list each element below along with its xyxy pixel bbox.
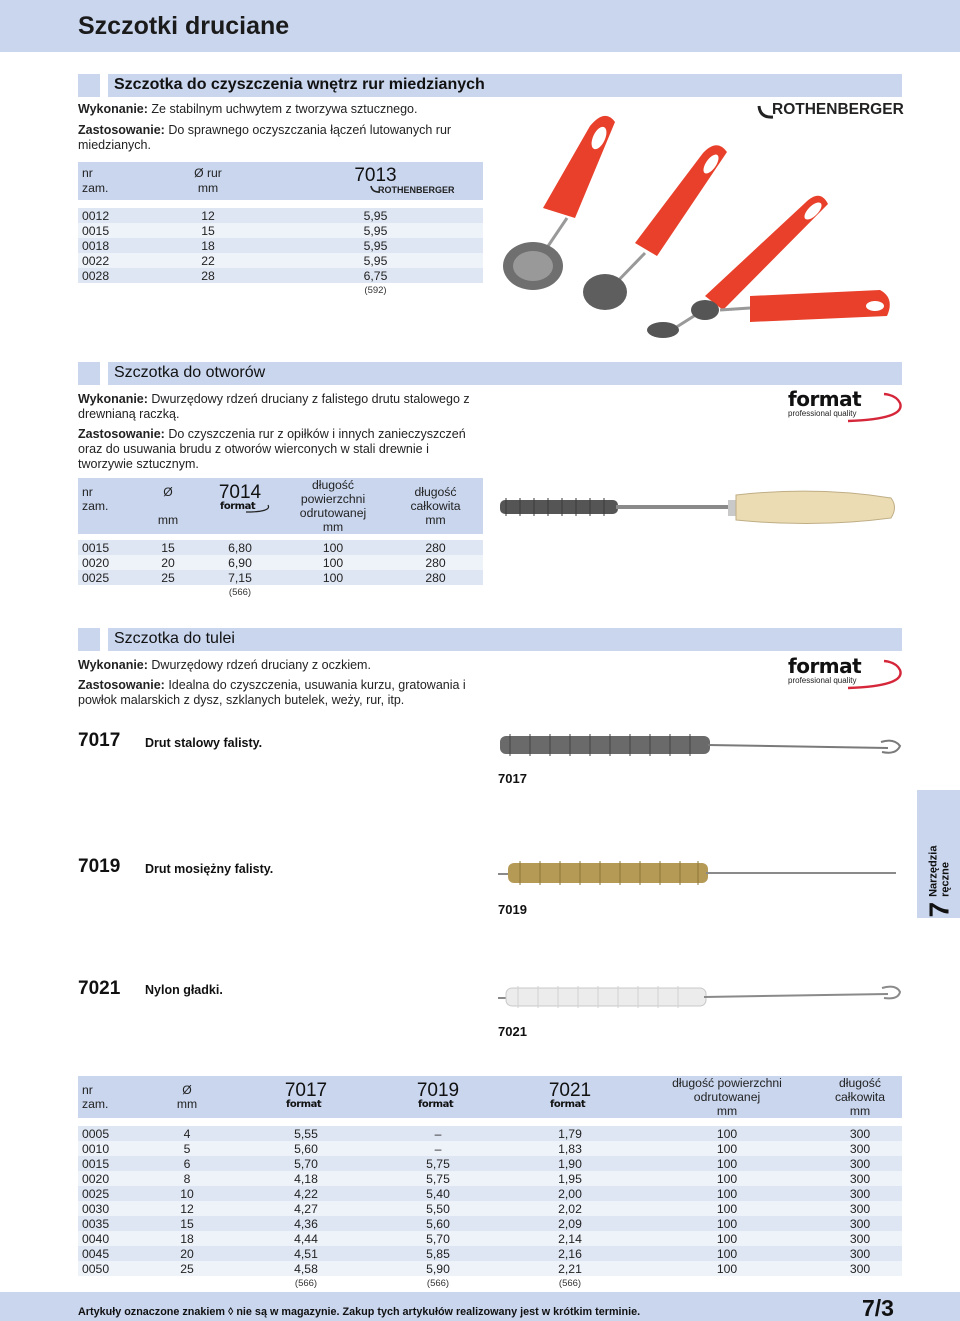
cell-dia: 4 [183, 1126, 191, 1141]
cell-working-length: 100 [716, 1261, 738, 1276]
cell-nr: 0022 [82, 253, 110, 268]
cell-price-7019: 5,75 [426, 1171, 450, 1186]
format-small-logo [376, 1100, 500, 1112]
col-header-mm: mm [849, 1104, 871, 1118]
label-execution: Wykonanie: [78, 658, 148, 672]
product-number-7017: 7017 [284, 1080, 328, 1101]
page-number: 7/3 [862, 1295, 894, 1321]
cell-price-7019: – [434, 1141, 442, 1156]
cell-dia: 25 [161, 570, 175, 585]
col-header-diameter: Ø rur [194, 166, 222, 180]
format-logo [788, 387, 906, 425]
cell-price-7021: 1,79 [558, 1126, 582, 1141]
col-header-mm: mm [322, 520, 344, 534]
cell-total-length: 300 [849, 1216, 871, 1231]
table-7017-7019-7021 [78, 1076, 902, 1290]
copper-tube-brushes-image [495, 108, 905, 338]
cell-nr: 0020 [82, 1171, 110, 1186]
cell-price: 6,75 [363, 268, 388, 283]
chapter-number: 7 [923, 901, 955, 918]
cell-price-7019: 5,60 [426, 1216, 450, 1231]
execution-text: Ze stabilnym uchwytem z tworzywa sztucznego. [151, 102, 418, 116]
format-logo [788, 654, 906, 692]
cell-price-7019: 5,90 [426, 1261, 450, 1276]
cell-nr: 0005 [82, 1126, 110, 1141]
cell-working-length: 100 [716, 1126, 738, 1141]
col-header-working-length-2: odrutowanej [299, 506, 367, 520]
cell-nr: 0030 [82, 1201, 110, 1216]
col-header-nr: nr [82, 1083, 93, 1097]
table-row [78, 208, 483, 223]
section3-description [78, 658, 473, 708]
format-wordmark: format [788, 654, 862, 678]
cell-working-length: 100 [322, 555, 344, 570]
table-row [78, 268, 483, 283]
cell-price-7017: 4,27 [294, 1201, 318, 1216]
table-row [78, 223, 483, 238]
cell-dia: 15 [180, 1216, 194, 1231]
table-row [78, 1171, 902, 1186]
format-small-logo [244, 1100, 368, 1112]
cell-dia: 12 [180, 1201, 194, 1216]
cell-total-length: 300 [849, 1246, 871, 1261]
col-header-mm: mm [425, 513, 446, 527]
cell-total-length: 300 [849, 1171, 871, 1186]
cell-price-7021: 2,02 [558, 1201, 582, 1216]
application-text: Do sprawnego oczyszczania łączeń lutowanych rur miedzianych. [78, 123, 452, 152]
cell-nr: 0045 [82, 1246, 110, 1261]
col-header-diameter: Ø [182, 1083, 192, 1097]
format-small-wordmark: format [550, 1099, 586, 1110]
cell-price-7017: 4,51 [294, 1246, 318, 1261]
cell-nr: 0025 [82, 570, 110, 585]
cell-working-length: 100 [716, 1171, 738, 1186]
cell-total-length: 280 [425, 555, 446, 570]
execution-text: Dwurzędowy rdzeń druciany z falistego drutu stalowego z drewnianą raczką. [78, 392, 470, 421]
variant-code-7021: 7021 [78, 978, 121, 999]
section-title: Szczotka do czyszczenia wnętrz rur miedzianych [114, 76, 485, 93]
cell-price-7019: 5,75 [426, 1156, 450, 1171]
table-row [78, 555, 483, 570]
col-header-zam: zam. [82, 1097, 109, 1111]
table-body [78, 1126, 902, 1276]
cell-price-7017: 5,55 [294, 1126, 318, 1141]
col-header-total-length: długość całkowita [834, 1076, 886, 1104]
format-small-wordmark: format [286, 1099, 322, 1110]
col-header-nr: nr [82, 166, 93, 180]
section2-description [78, 392, 473, 472]
table-row [78, 1126, 902, 1141]
format-tagline: professional quality [788, 676, 857, 685]
label-application: Zastosowanie: [78, 427, 165, 441]
col-header-total-length-2: całkowita [410, 499, 461, 513]
price-group-code: (566) [558, 1277, 582, 1289]
table-row [78, 570, 483, 585]
execution-text: Dwurzędowy rdzeń druciany z oczkiem. [151, 658, 371, 672]
table-row [78, 1216, 902, 1231]
cell-total-length: 300 [849, 1231, 871, 1246]
cell-price-7017: 4,58 [294, 1261, 318, 1276]
variant-desc-7021: Nylon gładki. [145, 983, 223, 997]
col-header-mm: mm [157, 513, 179, 527]
cell-price-7017: 5,70 [294, 1156, 318, 1171]
cell-nr: 0015 [82, 1156, 110, 1171]
table-row [78, 540, 483, 555]
product-number-7019: 7019 [416, 1080, 460, 1101]
cell-price-7021: 1,90 [558, 1156, 582, 1171]
cell-total-length: 300 [849, 1156, 871, 1171]
table-row [78, 1231, 902, 1246]
caption-7021: 7021 [498, 1024, 527, 1039]
variant-code-7017: 7017 [78, 730, 121, 751]
chapter-name-line1: Narzędzia [927, 845, 940, 897]
cell-total-length: 300 [849, 1186, 871, 1201]
caption-7019: 7019 [498, 902, 527, 917]
side-tab-label [925, 793, 955, 918]
steel-brush-image [496, 728, 906, 764]
cell-dia: 28 [201, 268, 215, 283]
cell-price-7019: 5,85 [426, 1246, 450, 1261]
application-text: Do czyszczenia rur z opiłków i innych zanieczyszczeń oraz do usuwania brudu z otworów wierconych w stali drewnie i tworzywie sztucznym. [78, 427, 466, 471]
format-wordmark: format [788, 387, 862, 411]
cell-dia: 18 [180, 1231, 194, 1246]
brush-1 [503, 116, 615, 290]
section-header-copper-tube-brush [78, 74, 902, 97]
table-row [78, 1246, 902, 1261]
caption-7017: 7017 [498, 771, 527, 786]
cell-price: 5,95 [363, 223, 388, 238]
cell-price-7021: 2,14 [558, 1231, 582, 1246]
cell-nr: 0018 [82, 238, 110, 253]
cell-price: 7,15 [228, 570, 252, 585]
cell-working-length: 100 [716, 1186, 738, 1201]
cell-price-7019: 5,50 [426, 1201, 450, 1216]
cell-price-7021: 1,83 [558, 1141, 582, 1156]
cell-working-length: 100 [716, 1156, 738, 1171]
cell-working-length: 100 [716, 1201, 738, 1216]
cell-working-length: 100 [322, 570, 344, 585]
cell-working-length: 100 [716, 1231, 738, 1246]
cell-price-7017: 4,44 [294, 1231, 318, 1246]
cell-dia: 15 [161, 540, 175, 555]
table-row [78, 1201, 902, 1216]
product-number-7014: 7014 [218, 482, 262, 503]
col-header-diameter: Ø [163, 485, 173, 499]
page-title: Szczotki druciane [78, 12, 290, 40]
cell-nr: 0050 [82, 1261, 110, 1276]
cell-nr: 0010 [82, 1141, 110, 1156]
cell-price: 6,90 [228, 555, 252, 570]
format-tagline: professional quality [788, 409, 857, 418]
format-small-logo [508, 1100, 632, 1112]
col-header-zam: zam. [82, 499, 109, 513]
cell-price-7017: 5,60 [294, 1141, 318, 1156]
cell-nr: 0015 [82, 223, 110, 238]
table-row [78, 238, 483, 253]
nylon-brush-image [496, 980, 906, 1016]
col-header-zam: zam. [82, 181, 109, 195]
cell-total-length: 300 [849, 1261, 871, 1276]
price-group-code: (566) [228, 586, 252, 598]
format-small-wordmark: format [220, 501, 256, 512]
cell-price: 5,95 [363, 253, 388, 268]
cell-nr: 0040 [82, 1231, 110, 1246]
cell-dia: 10 [180, 1186, 194, 1201]
format-small-logo [206, 502, 274, 514]
section-title: Szczotka do otworów [114, 364, 266, 381]
product-number-7021: 7021 [548, 1080, 592, 1101]
cell-total-length: 300 [849, 1201, 871, 1216]
format-swoosh-icon [788, 391, 906, 425]
brass-brush-image [496, 856, 906, 892]
col-header-working-length: długość powierzchni [300, 478, 366, 506]
label-application: Zastosowanie: [78, 123, 165, 137]
cell-dia: 15 [201, 223, 215, 238]
section-header-hole-brush [78, 362, 902, 385]
col-header-working-length: długość powierzchni odrutowanej [672, 1076, 782, 1104]
cell-price-7019: 5,40 [426, 1186, 450, 1201]
table-row [78, 1141, 902, 1156]
brush-2 [583, 145, 727, 310]
cell-dia: 25 [180, 1261, 194, 1276]
section1-description [78, 102, 478, 153]
table-row [78, 1186, 902, 1201]
cell-dia: 22 [201, 253, 215, 268]
cell-nr: 0015 [82, 540, 110, 555]
cell-working-length: 100 [716, 1216, 738, 1231]
format-swoosh-icon [216, 502, 276, 514]
col-header-nr: nr [82, 485, 93, 499]
application-text: Idealna do czyszczenia, usuwania kurzu, gratowania i powłok malarskich z dysz, szklanych butelek, weży, rur, itp. [78, 678, 466, 707]
label-execution: Wykonanie: [78, 392, 148, 406]
cell-total-length: 300 [849, 1126, 871, 1141]
cell-price-7021: 2,16 [558, 1246, 582, 1261]
cell-price-7019: 5,70 [426, 1231, 450, 1246]
price-group-code: (592) [364, 284, 387, 296]
format-swoosh-icon [788, 658, 906, 692]
cell-price-7019: – [434, 1126, 442, 1141]
label-application: Zastosowanie: [78, 678, 165, 692]
cell-dia: 8 [183, 1171, 191, 1186]
hole-brush-image [496, 480, 906, 540]
rothenberger-small-logo [272, 183, 479, 195]
product-number-7013: 7013 [354, 164, 397, 186]
cell-total-length: 280 [425, 540, 446, 555]
cell-working-length: 100 [716, 1246, 738, 1261]
variant-desc-7019: Drut mosiężny falisty. [145, 862, 274, 876]
price-group-code: (566) [294, 1277, 318, 1289]
cell-dia: 6 [183, 1156, 191, 1171]
chapter-name-line2: ręczne [939, 862, 952, 897]
cell-price-7017: 4,18 [294, 1171, 318, 1186]
cell-total-length: 300 [849, 1141, 871, 1156]
table-row [78, 1156, 902, 1171]
cell-price-7017: 4,36 [294, 1216, 318, 1231]
cell-price-7021: 2,21 [558, 1261, 582, 1276]
section-header-sleeve-brush [78, 628, 902, 651]
table-7013 [78, 162, 483, 297]
cell-price: 6,80 [228, 540, 252, 555]
cell-price-7017: 4,22 [294, 1186, 318, 1201]
col-header-mm: mm [176, 1097, 198, 1111]
cell-dia: 20 [161, 555, 175, 570]
cell-nr: 0035 [82, 1216, 110, 1231]
variant-desc-7017: Drut stalowy falisty. [145, 736, 263, 750]
cell-dia: 18 [201, 238, 215, 253]
section-title: Szczotka do tulei [114, 630, 235, 647]
cell-dia: 20 [180, 1246, 194, 1261]
cell-nr: 0020 [82, 555, 110, 570]
rothenberger-small-wordmark: ROTHENBERGER [378, 184, 455, 195]
footnote: Artykuły oznaczone znakiem ◊ nie są w magazynie. Zakup tych artykułów realizowany jest w krótkim terminie. [78, 1306, 641, 1318]
label-execution: Wykonanie: [78, 102, 148, 116]
cell-working-length: 100 [716, 1141, 738, 1156]
col-header-total-length: długość [414, 485, 457, 499]
cell-working-length: 100 [322, 540, 344, 555]
table-7014 [78, 478, 483, 599]
price-group-code: (566) [426, 1277, 450, 1289]
cell-nr: 0012 [82, 208, 110, 223]
table-row [78, 253, 483, 268]
cell-price: 5,95 [363, 208, 388, 223]
cell-nr: 0025 [82, 1186, 110, 1201]
cell-total-length: 280 [425, 570, 446, 585]
table-row [78, 1261, 902, 1276]
format-small-wordmark: format [418, 1099, 454, 1110]
cell-dia: 12 [201, 208, 215, 223]
cell-price-7021: 2,00 [558, 1186, 582, 1201]
cell-price-7021: 2,09 [558, 1216, 582, 1231]
cell-price: 5,95 [363, 238, 388, 253]
cell-price-7021: 1,95 [558, 1171, 582, 1186]
chapter-side-tab[interactable] [917, 790, 960, 918]
col-header-mm: mm [197, 181, 219, 195]
cell-dia: 5 [183, 1141, 191, 1156]
variant-code-7019: 7019 [78, 856, 121, 877]
rothenberger-wordmark: ROTHENBERGER [772, 101, 904, 118]
col-header-mm: mm [716, 1104, 738, 1118]
cell-nr: 0028 [82, 268, 110, 283]
